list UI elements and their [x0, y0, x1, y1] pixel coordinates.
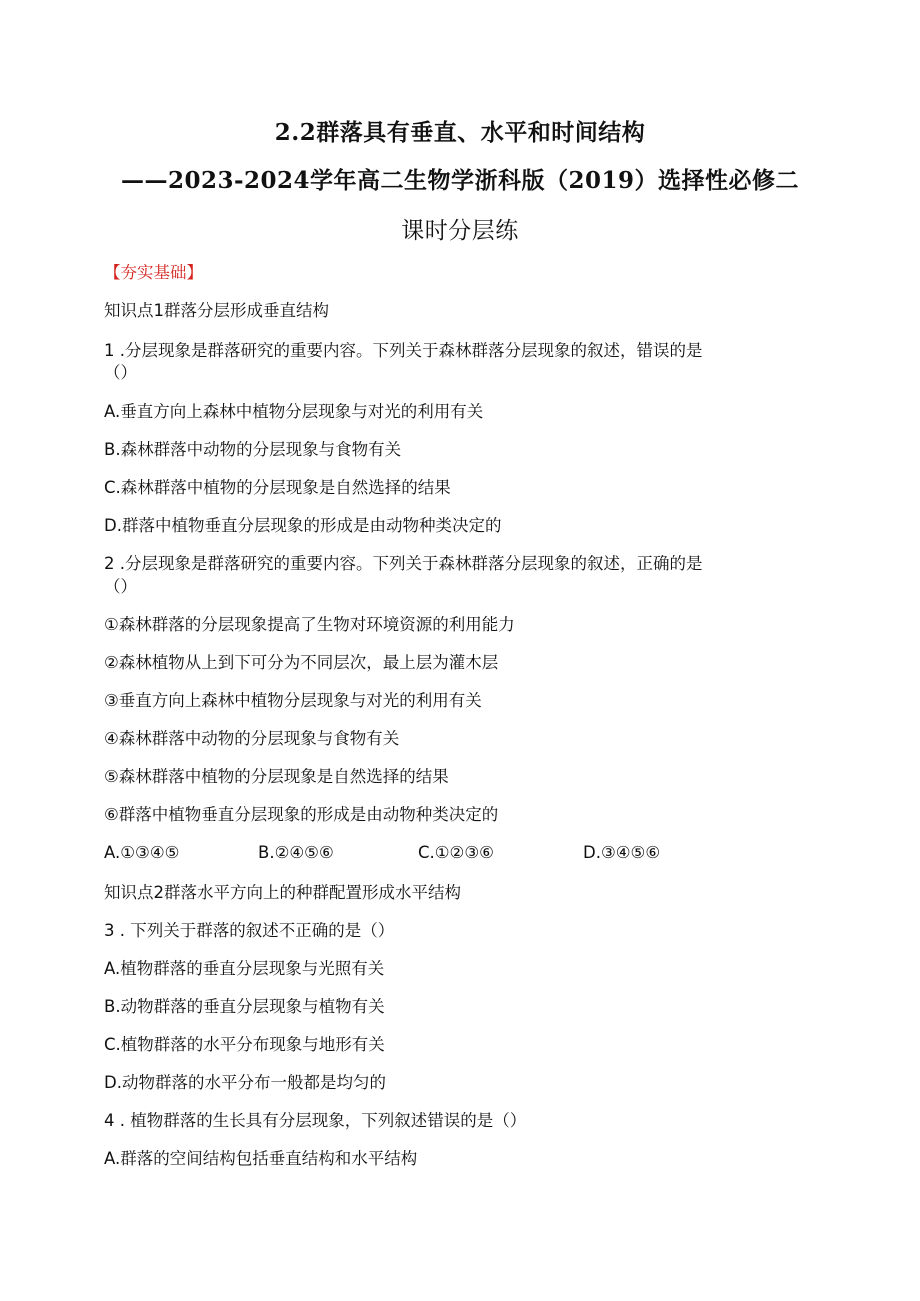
question-1-option-c: C.森林群落中植物的分层现象是自然选择的结果: [104, 478, 451, 497]
question-3-option-c: C.植物群落的水平分布现象与地形有关: [104, 1035, 385, 1054]
question-2-option-c: C.①②③⑥: [418, 843, 494, 862]
question-1-option-a: A.垂直方向上森林中植物分层现象与对光的利用有关: [104, 402, 484, 421]
question-2-statement-6: ⑥群落中植物垂直分层现象的形成是由动物种类决定的: [104, 805, 499, 824]
question-2-statement-1: ①森林群落的分层现象提高了生物对环境资源的利用能力: [104, 615, 515, 634]
question-4-option-a: A.群落的空间结构包括垂直结构和水平结构: [104, 1149, 418, 1168]
question-3-stem: 3 . 下列关于群落的叙述不正确的是（）: [104, 921, 395, 940]
question-1-option-d: D.群落中植物垂直分层现象的形成是由动物种类决定的: [104, 516, 502, 535]
question-1-paren: （）: [104, 363, 137, 382]
question-2-statement-2: ②森林植物从上到下可分为不同层次，最上层为灌木层: [104, 653, 499, 672]
knowledge-point-2: 知识点2群落水平方向上的种群配置形成水平结构: [104, 883, 461, 902]
document-subtitle-2: 课时分层练: [401, 218, 519, 244]
document-title: 2.2群落具有垂直、水平和时间结构: [274, 119, 646, 146]
question-3-option-a: A.植物群落的垂直分层现象与光照有关: [104, 959, 385, 978]
question-2-options: [0, 843, 920, 865]
question-2-stem: 2 .分层现象是群落研究的重要内容。下列关于森林群落分层现象的叙述，正确的是: [104, 554, 703, 573]
section-label: 【夯实基础】: [104, 263, 203, 282]
question-1-option-b: B.森林群落中动物的分层现象与食物有关: [104, 440, 402, 459]
question-2-statement-5: ⑤森林群落中植物的分层现象是自然选择的结果: [104, 767, 449, 786]
document-subtitle: ——2023-2024学年高二生物学浙科版（2019）选择性必修二: [120, 167, 800, 194]
question-2-paren: （）: [104, 577, 137, 596]
knowledge-point-1: 知识点1群落分层形成垂直结构: [104, 301, 329, 320]
question-4-stem: 4 . 植物群落的生长具有分层现象，下列叙述错误的是（）: [104, 1111, 527, 1130]
question-2-statement-3: ③垂直方向上森林中植物分层现象与对光的利用有关: [104, 691, 482, 710]
question-2-option-b: B.②④⑤⑥: [258, 843, 334, 862]
question-2-option-a: A.①③④⑤: [104, 843, 180, 862]
question-3-option-d: D.动物群落的水平分布一般都是均匀的: [104, 1073, 386, 1092]
question-2-option-d: D.③④⑤⑥: [583, 843, 661, 862]
question-2-statement-4: ④森林群落中动物的分层现象与食物有关: [104, 729, 400, 748]
question-1-stem: 1 .分层现象是群落研究的重要内容。下列关于森林群落分层现象的叙述，错误的是: [104, 341, 703, 360]
question-3-option-b: B.动物群落的垂直分层现象与植物有关: [104, 997, 385, 1016]
